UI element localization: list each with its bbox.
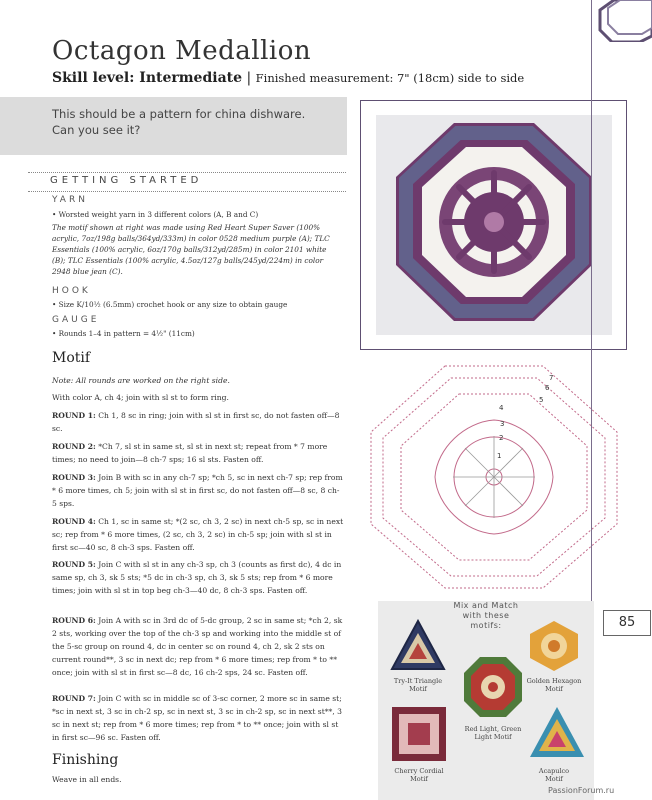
stitch-diagram (363, 360, 625, 592)
round-3-label: ROUND 3: (52, 473, 96, 482)
mix-title-line-1: Mix and Match (453, 601, 519, 610)
diagram-label-7: 7 (549, 374, 554, 382)
motif-photo (376, 115, 612, 335)
hook-label: HOOK (52, 286, 91, 296)
yarn-item: • Worsted weight yarn in 3 different colors (A, B and C) (52, 210, 259, 219)
red-light-line-1: Red Light, Green (464, 725, 522, 733)
red-light-line-2: Light Motif (474, 733, 512, 741)
cherry-cordial-line-1: Cherry Cordial (394, 767, 444, 775)
hook-item: • Size K/10½ (6.5mm) crochet hook or any size to obtain gauge (52, 300, 288, 309)
diagram-label-1: 1 (497, 452, 502, 460)
diagram-label-2: 2 (499, 434, 504, 442)
round-6 (52, 614, 344, 679)
acapulco-image (528, 705, 586, 761)
page-number: 85 (603, 610, 651, 636)
golden-hexagon-line-1: Golden Hexagon (526, 677, 582, 685)
corner-decoration (592, 0, 652, 42)
diagram-label-6: 6 (545, 384, 550, 392)
intro-text (52, 106, 337, 138)
yarn-label: YARN (52, 195, 88, 205)
page-title: Octagon Medallion (52, 36, 312, 66)
intro-line-1: This should be a pattern for china dishware. (52, 107, 306, 121)
watermark: PassionForum.ru (548, 786, 615, 795)
octagon-photo-illustration (376, 115, 612, 335)
diagram-label-3: 3 (500, 420, 505, 428)
mix-title-line-3: motifs: (470, 621, 502, 630)
cherry-cordial-label (378, 767, 460, 783)
acapulco-label (518, 767, 590, 783)
motif-start: With color A, ch 4; join with sl st to form ring. (52, 393, 229, 402)
round-4 (52, 515, 344, 554)
getting-started-bar (28, 172, 346, 192)
finishing-text: Weave in all ends. (52, 775, 122, 784)
golden-hexagon-image (528, 619, 580, 673)
round-3 (52, 471, 344, 510)
round-2 (52, 440, 344, 466)
round-7 (52, 692, 344, 744)
finishing-heading: Finishing (52, 752, 119, 768)
try-it-line-1: Try-It Triangle (393, 677, 443, 685)
golden-hexagon-line-2: Motif (545, 685, 563, 693)
gauge-item: • Rounds 1–4 in pattern = 4½" (11cm) (52, 329, 195, 338)
round-1-text: Ch 1, 8 sc in ring; join with sl st in first sc, do not fasten off—8 sc. (52, 411, 340, 433)
round-3-text: Join B with sc in any ch-7 sp; *ch 5, sc in next ch-7 sp; rep from * 6 more times, ch 5; join with sl st in first sc, do not fasten off—8 sc, 8 ch-5 sps. (52, 473, 343, 508)
try-it-triangle-image (390, 619, 446, 673)
round-1-label: ROUND 1: (52, 411, 96, 420)
golden-hexagon-label (516, 677, 592, 693)
round-5 (52, 558, 344, 597)
round-4-text: Ch 1, sc in same st; *(2 sc, ch 3, 2 sc) in next ch-5 sp, sc in next sc; rep from * 6 more times, (2 sc, ch 3, 2 sc) in ch-5 sp; join with sl st in first sc—40 sc, 8 ch-3 sps. Fasten off. (52, 517, 344, 552)
skill-line (52, 70, 524, 86)
mix-and-match-box (378, 601, 594, 800)
photo-frame (360, 100, 627, 350)
acapulco-line-2: Motif (545, 775, 563, 783)
round-7-label: ROUND 7: (52, 694, 96, 703)
round-7-text: Join C with sc in middle sc of 3-sc corner, 2 more sc in same st; *sc in next st, 3 sc in ch-2 sp, sc in next st, 3 sc in ch-2 sp, sc in next st**, 3 sc in next st; rep from * 6 more times; rep from * to ** once; join with sl st in first sc—96 sc. Fasten off. (52, 694, 343, 742)
round-6-text: Join A with sc in 3rd dc of 5-dc group, 2 sc in same st; *ch 2, sk 2 sts, working over the top of the ch-3 sp and working into the middle st of the 5-sc group on round 4, dc in center sc on round 4, ch 2, sk 2 sts on current round**, 3 sc in next dc; rep from * 6 more times; rep from * to ** once; join with sl st in first sc—8 dc, 16 ch-2 sps, 24 sc. Fasten off. (52, 616, 343, 677)
round-5-label: ROUND 5: (52, 560, 96, 569)
round-6-label: ROUND 6: (52, 616, 96, 625)
separator: | (246, 70, 252, 86)
intro-box (0, 97, 347, 155)
mix-title-line-2: with these (462, 611, 510, 620)
round-5-text: Join C with sl st in any ch-3 sp, ch 3 (counts as first dc), 4 dc in same sp, ch 3, sk 5 sts; *5 dc in ch-3 sp, ch 3, sk 5 sts; rep from * 6 more times; join with sl st in top beg ch-3—40 dc, 8 ch-3 sps. Fasten off. (52, 560, 342, 595)
getting-started-label: GETTING STARTED (50, 175, 203, 186)
intro-line-2: Can you see it? (52, 123, 141, 137)
gauge-label: GAUGE (52, 315, 100, 325)
skill-level: Skill level: Intermediate (52, 70, 243, 86)
acapulco-line-1: Acapulco (538, 767, 570, 775)
diagram-label-5: 5 (539, 396, 544, 404)
try-it-triangle-label (378, 677, 458, 693)
finished-measurement: Finished measurement: 7" (18cm) side to side (255, 71, 525, 85)
round-2-label: ROUND 2: (52, 442, 96, 451)
try-it-line-2: Motif (409, 685, 427, 693)
red-light-green-light-label (452, 725, 534, 741)
round-2-text: *Ch 7, sl st in same st, sl st in next st; repeat from * 7 more times; no need to join—8 ch-7 sps; 16 sl sts. Fasten off. (52, 442, 328, 464)
round-4-label: ROUND 4: (52, 517, 96, 526)
motif-heading: Motif (52, 350, 91, 366)
yarn-note: The motif shown at right was made using Red Heart Super Saver (100% acrylic, 7oz/198g balls/364yd/333m) in color 0528 medium purple (A); TLC Essentials (100% acrylic, 6oz/170g balls/312yd/285m) in color 2101 white (B); TLC Essentials (100% acrylic, 4.5oz/127g balls/245yd/224m) in color 2948 blue jean (C). (52, 223, 330, 276)
diagram-label-4: 4 (499, 404, 504, 412)
cherry-cordial-line-2: Motif (410, 775, 428, 783)
motif-note: Note: All rounds are worked on the right side. (52, 376, 230, 385)
cherry-cordial-image (390, 705, 448, 763)
red-light-green-light-image (462, 655, 524, 719)
round-1 (52, 409, 344, 435)
